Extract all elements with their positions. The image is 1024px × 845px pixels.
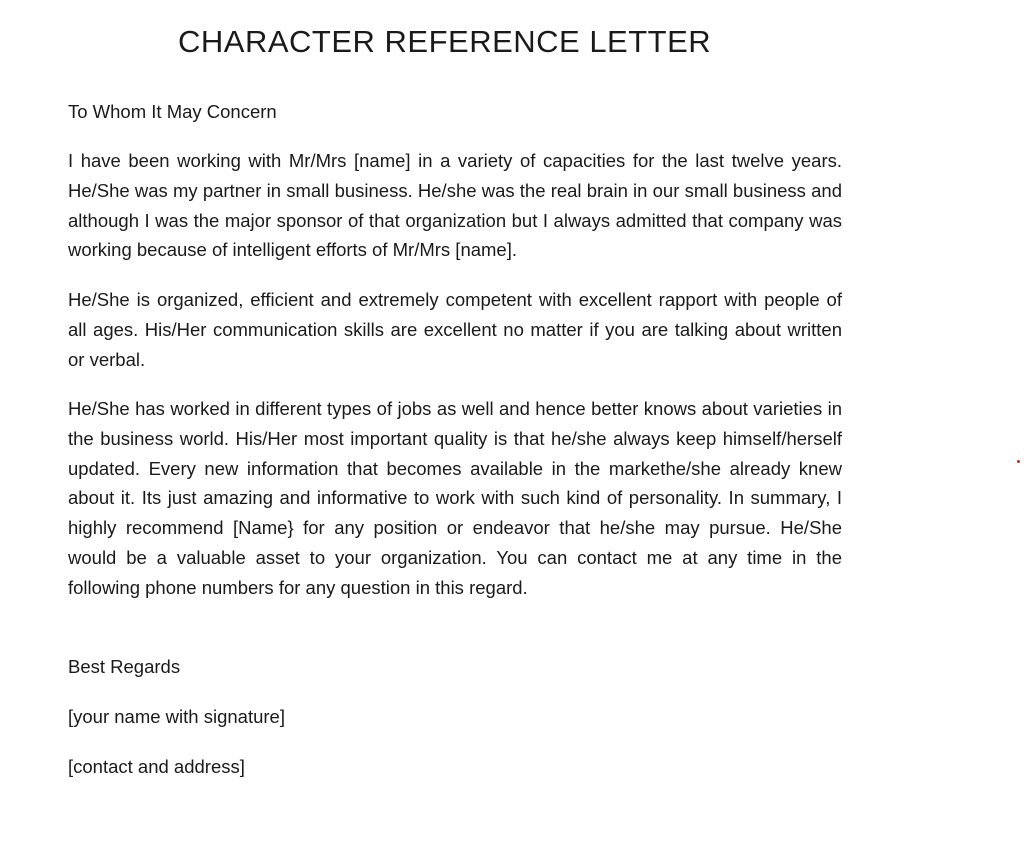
letter-paragraph-3: He/She has worked in different types of jobs as well and hence better knows about varieties in the business world. His/Her most important quality is that he/she always keep himself/herself updated. Every new information that becomes available in the markethe/she already knew about it. Its just amazing and informative to work with such kind of personality. In summary, I highly recommend [Name} for any position or endeavor that he/she may pursue. He/She would be a valuable asset to your organization. You can contact me at any time in the following phone numbers for any question in this regard. xyxy=(68,398,842,598)
signature-placeholder: [your name with signature] xyxy=(68,706,285,727)
letter-title: CHARACTER REFERENCE LETTER xyxy=(178,24,712,59)
letter-closing: Best Regards xyxy=(68,656,181,677)
letter-paragraph-1: I have been working with Mr/Mrs [name] in a variety of capacities for the last twelve years. He/She was my partner in small business. He/she was the real brain in our small business and although I was the major sponsor of that organization but I always admitted that company was working because of intelligent efforts of Mr/Mrs [name]. xyxy=(68,150,842,261)
letter-salutation: To Whom It May Concern xyxy=(68,101,277,122)
contact-placeholder: [contact and address] xyxy=(68,756,245,777)
stray-mark xyxy=(1017,460,1020,463)
letter-paragraph-2: He/She is organized, efficient and extremely competent with excellent rapport with people of all ages. His/Her communication skills are excellent no matter if you are talking about written or verbal. xyxy=(68,289,842,370)
